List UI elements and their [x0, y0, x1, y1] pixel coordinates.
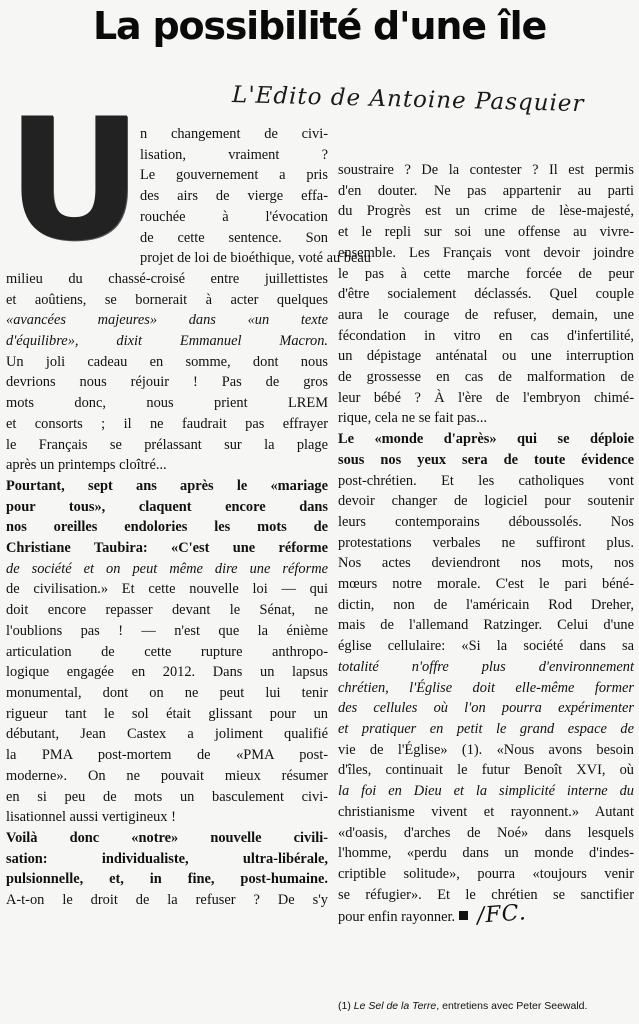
text-line: A-t-on le droit de la refuser ? De s'y [6, 892, 328, 909]
text-line: Un joli cadeau en somme, dont nous [6, 353, 328, 370]
text-line: sation: individualiste, ultra-libérale, [6, 850, 328, 867]
text-line: criptible solitude», pourra «toujours venir [338, 865, 634, 882]
text-line: et pratiquer en petit le grand espace de [338, 720, 634, 737]
footnote-number: (1) [338, 1000, 351, 1012]
text-line: «avancées majeures» dans «un texte [6, 312, 328, 329]
text-line: lisation, vraiment ? [140, 146, 328, 163]
text-line: et aoûtiens, se bornerait à acter quelques [6, 291, 328, 308]
text-line: en si peu de mots un basculement civi- [6, 788, 328, 805]
author-initials: /FC. [476, 900, 528, 930]
text-line: dictin, non de l'américain Rod Dreher, [338, 596, 634, 613]
text-line: mots donc, nous prient LREM [6, 395, 328, 412]
text-line: église cellulaire: «Si la société dans sa [338, 638, 634, 655]
text-line: Nos actes deviendront nos mots, nos [338, 555, 634, 572]
text-line: et le repli sur soi une offense au vivre- [338, 224, 634, 241]
text-line: Christiane Taubira: «C'est une réforme [6, 540, 328, 557]
text-line: vie de l'Église» (1). «Nous avons besoin [338, 741, 634, 758]
text-line: christianisme vivent et rayonnent.» Autant [338, 803, 634, 820]
text-line: Le «monde d'après» qui se déploie [338, 431, 634, 448]
text-line: des cellules où l'on pourra expérimenter [338, 700, 634, 717]
text-line: débutant, Jean Castex a joliment qualifié [6, 726, 328, 743]
closing-text: pour enfin rayonner. [338, 909, 456, 926]
left-column [6, 82, 371, 911]
text-line: aura le courage de refuser, demain, une [338, 306, 634, 323]
text-line: devoir changer de logiciel pour soutenir [338, 493, 634, 510]
text-line: soustraire ? De la contester ? Il est permis [338, 162, 634, 178]
article-title: La possibilité d'une île [92, 4, 547, 48]
text-line: chrétien, l'Église doit elle-même former [338, 679, 634, 696]
text-line: projet de loi de bioéthique, voté au beau [140, 250, 371, 267]
text-line: Le gouvernement a pris [140, 167, 328, 184]
text-line: leurs contemporains déboussolés. Nos [338, 513, 634, 530]
footnote-rest: , entretiens avec Peter Seewald. [436, 1000, 588, 1012]
end-mark-icon [459, 911, 468, 920]
text-line: leur bébé ? À l'ère de l'embryon chimé- [338, 389, 634, 406]
text-line: d'îles, continuait le futur Benoît XVI, où [338, 762, 634, 779]
text-line: se réfugier». Et le chrétien se sanctifier [338, 886, 634, 903]
right-column-text [338, 160, 634, 928]
text-line: rigueur tant le sol était glissant pour un [6, 705, 328, 722]
text-line: d'être socialement déclassés. Quel couple [338, 286, 634, 303]
text-line: articulation de cette rupture anthropo- [6, 643, 328, 660]
text-line: de société et on peut même dire une réforme [6, 560, 328, 577]
text-line: l'oublions pas ! — n'est que la énième [6, 622, 328, 639]
text-line: protestations verbales ne suffiront plus. [338, 534, 634, 551]
text-line: Voilà donc «notre» nouvelle civili- [6, 829, 328, 846]
text-line: nos oreilles endolories les mots de [6, 519, 328, 536]
text-line: de civilisation.» Et cette nouvelle loi — qui [6, 581, 328, 598]
text-line: le Français se prélassant sur la plage [6, 436, 328, 453]
text-line-final [338, 900, 634, 930]
text-line: le pas à cette marche forcée de peur [338, 265, 634, 282]
text-line: l'homme, «perdu dans un monde d'indes- [338, 845, 634, 862]
text-line: du Progrès est un crime de lèse-majesté, [338, 203, 634, 220]
text-line: logique engagée en 2012. Dans un lapsus [6, 664, 328, 681]
text-line: des airs de vierge effa- [140, 188, 328, 205]
text-line: après un printemps cloîtré... [6, 457, 167, 474]
text-line: totalité n'offre plus d'environnement [338, 658, 634, 675]
text-line: post-chrétien. Et les catholiques vont [338, 472, 634, 489]
text-line: ensemble. Les Français vont devoir joindre [338, 244, 634, 261]
text-line: pulsionnelle, et, in fine, post-humaine. [6, 871, 328, 888]
text-line: lisationnel aussi vertigineux ! [6, 809, 176, 826]
text-line: la PMA post-mortem de «PMA post- [6, 747, 328, 764]
editorial-signature: L'Edito de Antoine Pasquier [231, 82, 585, 118]
text-line: devrions nous réjouir ! Pas de gros [6, 374, 328, 391]
text-line: «d'oasis, d'arches de Noé» dans lesquels [338, 824, 634, 841]
text-line: et consorts ; il ne faudrait pas effrayer [6, 415, 328, 432]
text-line: mais de l'allemand Ratzinger. Celui d'une [338, 617, 634, 634]
text-line: rique, cela ne se fait pas... [338, 410, 488, 427]
text-line: d'équilibre», dixit Emmanuel Macron. [6, 333, 328, 350]
footnote [338, 1000, 634, 1013]
text-line: mœurs notre morale. C'est le pari béné- [338, 576, 634, 593]
text-line: un dépistage anténatal ou une interruption [338, 348, 634, 365]
text-line: pour tous», claquent encore dans [6, 498, 328, 515]
text-line: moderne». On ne pouvait mieux résumer [6, 767, 328, 784]
text-line: de cette sentence. Son [140, 229, 328, 246]
footnote-title: Le Sel de la Terre [353, 1000, 437, 1012]
right-column [338, 160, 634, 928]
text-line: monumental, dont on ne peut lui tenir [6, 684, 328, 701]
text-line: n changement de civi- [140, 126, 328, 142]
text-line: milieu du chassé-croisé entre juillettistes [6, 270, 328, 287]
text-line: d'en douter. Ne pas appartenir au parti [338, 182, 634, 199]
drop-cap: U [6, 82, 143, 278]
text-line: de grossesse en cas de malformation de [338, 369, 634, 386]
text-line: doit encore repasser devant le Sénat, ne [6, 602, 328, 619]
text-line: Pourtant, sept ans après le «mariage [6, 477, 328, 494]
text-line: fécondation in vitro en cas d'infertilité, [338, 327, 634, 344]
text-line: sous nos yeux sera de toute évidence [338, 451, 634, 468]
text-line: rouchée à l'évocation [140, 208, 328, 225]
text-line: la foi en Dieu et la simplicité interne du [338, 783, 634, 800]
